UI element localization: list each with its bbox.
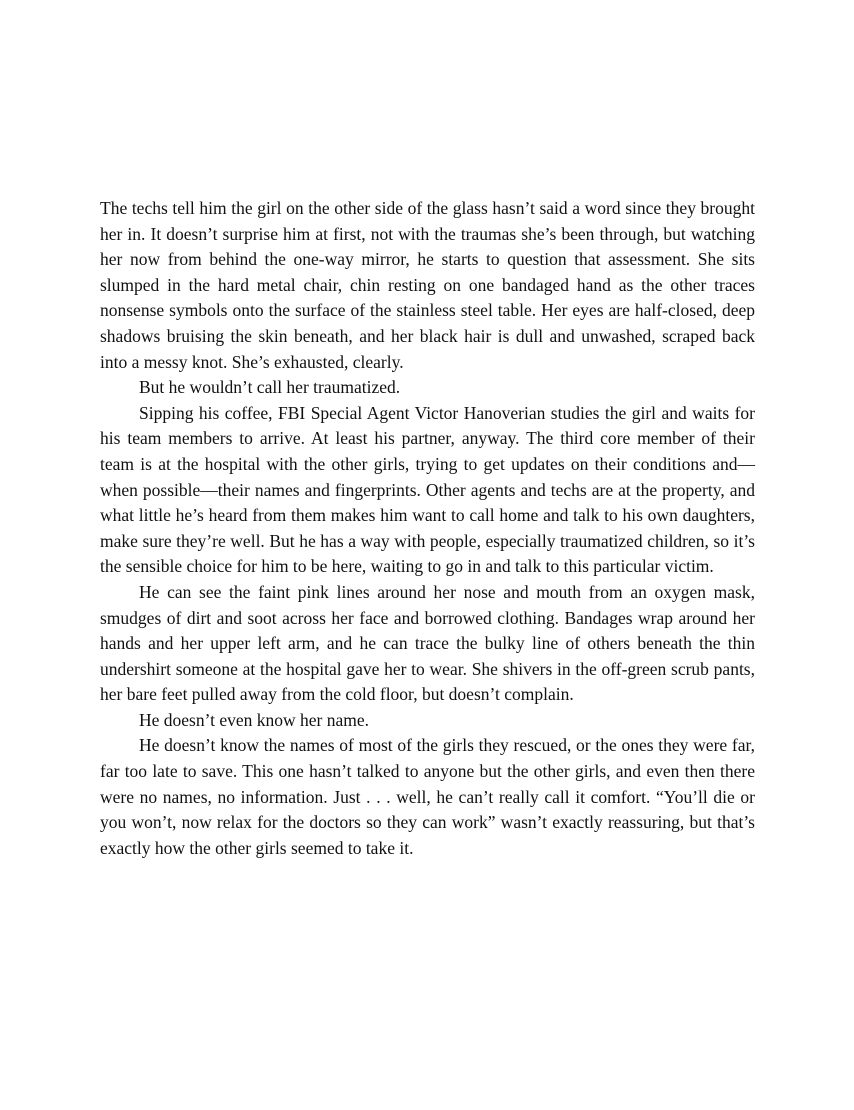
paragraph: He can see the faint pink lines around her nose and mouth from an oxygen mask, smudges of dirt and soot across her face and borrowed clothing. Bandages wrap around her hands and her upper left arm, and he can trace the bulky line of others beneath the thin undershirt someone at the hospital gave her to wear. She shivers in the off-green scrub pants, her bare feet pulled away from the cold floor, but doesn’t complain. — [100, 581, 755, 705]
paragraph: He doesn’t even know her name. — [139, 709, 370, 730]
paragraph: The techs tell him the girl on the other side of the glass hasn’t said a word since they brought her in. It doesn’t surprise him at first, not with the traumas she’s been through, but watching her now from behind the one-way mirror, he starts to question that assessment. She sits slumped in the hard metal chair, chin resting on one bandaged hand as the other traces nonsense symbols onto the surface of the stainless steel table. Her eyes are half-closed, deep shadows bruising the skin beneath, and her black hair is dull and unwashed, scraped back into a messy knot. She’s exhausted, clearly. — [100, 198, 755, 372]
book-page — [100, 196, 755, 861]
paragraph: But he wouldn’t call her traumatized. — [139, 377, 401, 398]
paragraph: Sipping his coffee, FBI Special Agent Victor Hanoverian studies the girl and waits for his team members to arrive. At least his partner, anyway. The third core member of their team is at the hospital with the other girls, trying to get updates on their conditions and—when possible—their names and fingerprints. Other agents and techs are at the property, and what little he’s heard from them makes him want to call home and talk to his own daughters, make sure they’re well. But he has a way with people, especially traumatized children, so it’s the sensible choice for him to be here, waiting to go in and talk to this particular victim. — [100, 402, 755, 577]
paragraph: He doesn’t know the names of most of the girls they rescued, or the ones they were far, far too late to save. This one hasn’t talked to anyone but the other girls, and even then there were no names, no information. Just . . . well, he can’t really call it comfort. “You’ll die or you won’t, now relax for the doctors so they can work” wasn’t exactly reassuring, but that’s exactly how the other girls seemed to take it. — [100, 735, 755, 858]
